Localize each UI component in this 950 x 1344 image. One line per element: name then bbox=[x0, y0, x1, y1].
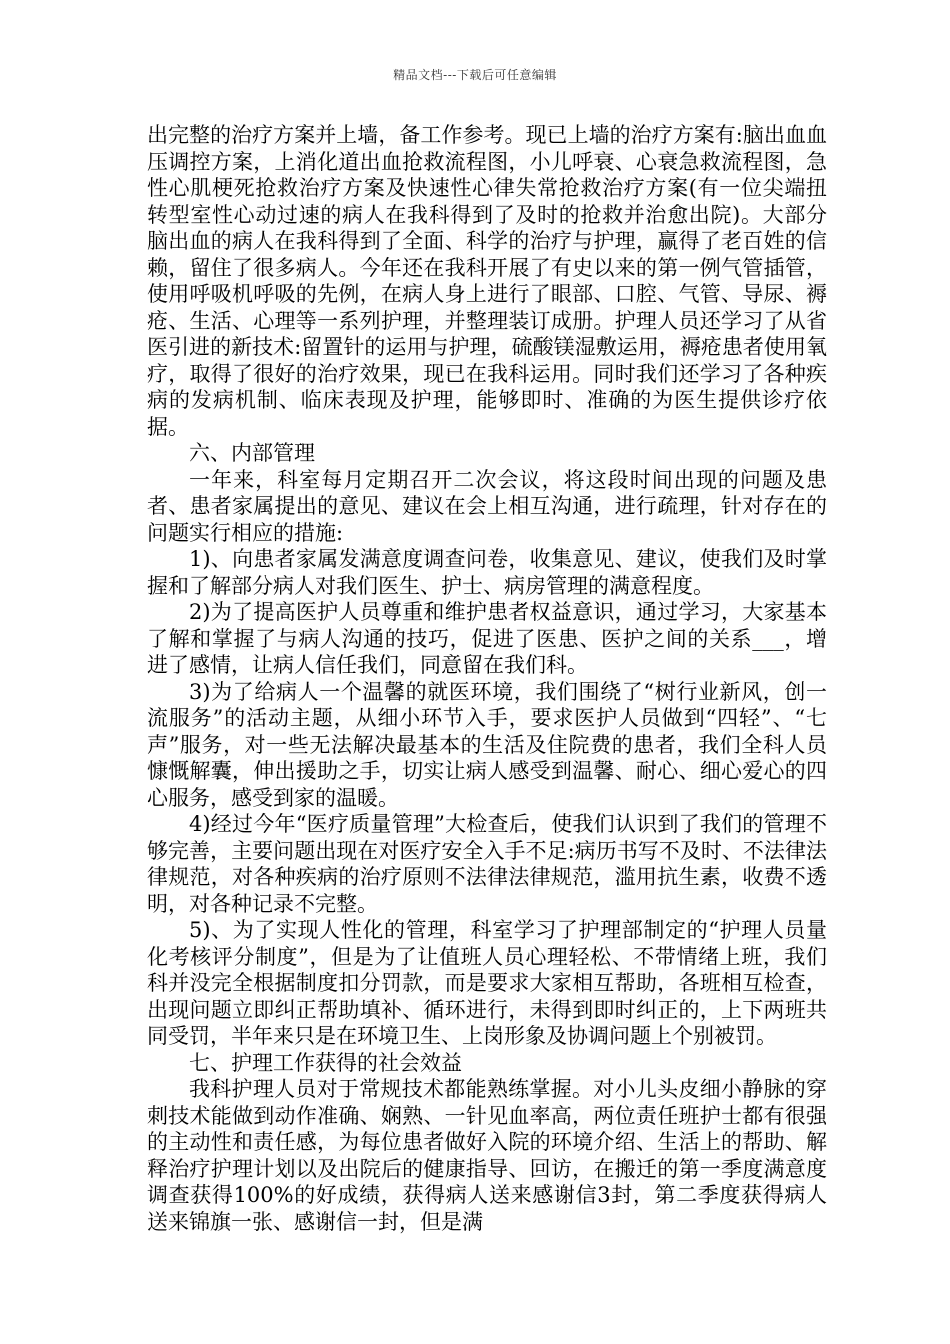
list-item-quality-inspection: 4)经过今年“医疗质量管理”大检查后，使我们认识到了我们的管理不够完善，主要问题出现在对医疗安全入手不足:病历书写不及时、不法律法律规范，对各种疾病的治疗原则不法律法律规范，滥用抗生素，收费不透明，对各种记录不完整。 bbox=[147, 812, 827, 916]
paragraph-nursing-skills: 我科护理人员对于常规技术都能熟练掌握。对小儿头皮细小静脉的穿刺技术能做到动作准确、娴熟、一针见血率高，两位责任班护士都有很强的主动性和责任感，为每位患者做好入院的环境介绍、生活上的帮助、解释治疗护理计划以及出院后的健康指导、回访，在搬迁的第一季度满意度调查获得100%的好成绩，获得病人送来感谢信3封，第二季度获得病人送来锦旗一张、感谢信一封，但是满 bbox=[147, 1077, 827, 1234]
list-item-patient-rights: 2)为了提高医护人员尊重和维护患者权益意识，通过学习，大家基本了解和掌握了与病人沟通的技巧，促进了医患、医护之间的关系___，增进了感情，让病人信任我们，同意留在我们科。 bbox=[147, 600, 827, 677]
paragraph-monthly-meetings: 一年来，科室每月定期召开二次会议，将这段时间出现的问题及患者、患者家属提出的意见、建议在会上相互沟通，进行疏理，针对存在的问题实行相应的措施: bbox=[147, 467, 827, 545]
page-header: 精品文档---下载后可任意编辑 bbox=[393, 68, 557, 82]
list-item-environment: 3)为了给病人一个温馨的就医环境，我们围绕了“树行业新风，创一流服务”的活动主题，从细小环节入手，要求医护人员做到“四轻”、“七声”服务，对一些无法解决最基本的生活及住院费的患者，我们全科人员慷慨解囊，伸出援助之手，切实让病人感受到温馨、耐心、细心爱心的四心服务，感受到家的温暖。 bbox=[147, 679, 827, 810]
list-item-humanized-management: 5)、为了实现人性化的管理，科室学习了护理部制定的“护理人员量化考核评分制度”，但是为了让值班人员心理轻松、不带情绪上班，我们科并没完全根据制度扣分罚款，而是要求大家相互帮助，各班相互检查，出现问题立即纠正帮助填补、循环进行，未得到即时纠正的，上下两班共同受罚，半年来只是在环境卫生、上岗形象及协调问题上个别被罚。 bbox=[147, 918, 827, 1048]
section-heading-social-benefits: 七、护理工作获得的社会效益 bbox=[189, 1050, 462, 1075]
section-heading-internal-management: 六、内部管理 bbox=[189, 441, 315, 465]
list-item-survey: 1)、向患者家属发满意度调查问卷，收集意见、建议，使我们及时掌握和了解部分病人对我们医生、护士、病房管理的满意程度。 bbox=[147, 547, 827, 598]
document-body bbox=[147, 122, 827, 1235]
paragraph-treatment-plans: 出完整的治疗方案并上墙，备工作参考。现已上墙的治疗方案有:脑出血血压调控方案，上消化道出血抢救流程图，小儿呼衰、心衰急救流程图，急性心肌梗死抢救治疗方案及快速性心律失常抢救治疗方案(有一位尖端扭转型室性心动过速的病人在我科得到了及时的抢救并治愈出院)。大部分脑出血的病人在我科得到了全面、科学的治疗与护理，赢得了老百姓的信赖，留住了很多病人。今年还在我科开展了有史以来的第一例气管插管，使用呼吸机呼吸的先例，在病人身上进行了眼部、口腔、气管、导尿、褥疮、生活、心理等一系列护理，并整理装订成册。护理人员还学习了从省医引进的新技术:留置针的运用与护理，硫酸镁湿敷运用，褥疮患者使用氧疗，取得了很好的治疗效果，现已在我科运用。同时我们还学习了各种疾病的发病机制、临床表现及护理，能够即时、准确的为医生提供诊疗依据。 bbox=[147, 123, 827, 439]
